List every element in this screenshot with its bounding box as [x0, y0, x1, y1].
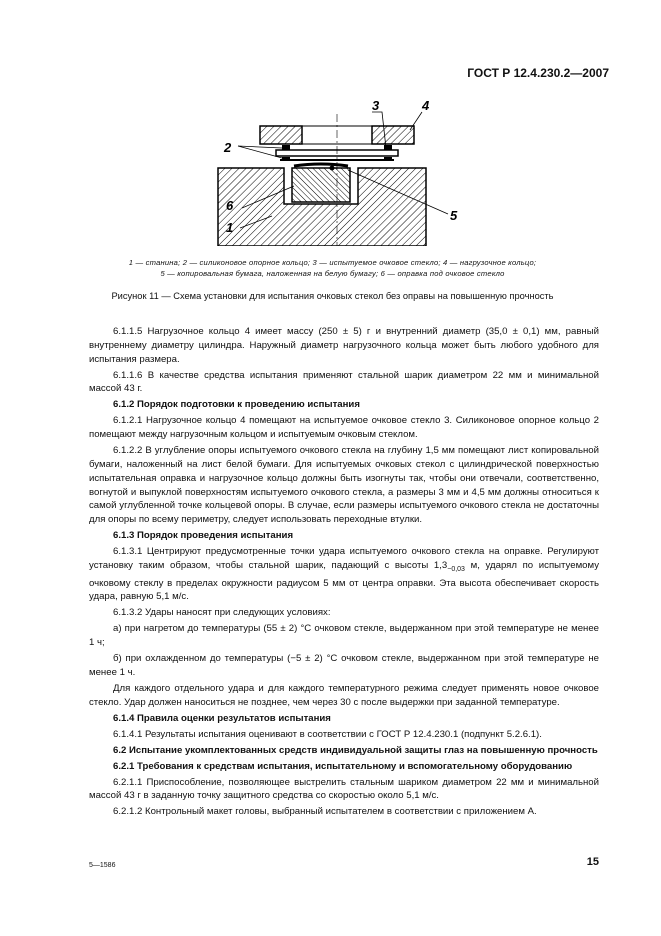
paragraph-6-1-3-1 — [89, 545, 599, 604]
callout-6-label: 6 — [226, 198, 234, 213]
section-heading-6-2-1: 6.2.1 Требования к средствам испытания, испытательному и вспомогательному оборудованию — [113, 760, 573, 772]
print-code: 5—1586 — [89, 862, 116, 869]
list-item-a: а) при нагретом до температуры (55 ± 2) °С очковом стекле, выдержанном при этой температуре не менее 1 ч; — [89, 623, 599, 649]
figure-caption: Рисунок 11 — Схема установки для испытания очковых стекол без оправы на повышенную прочность — [111, 291, 554, 301]
document-code-header: ГОСТ Р 12.4.230.2—2007 — [467, 66, 609, 80]
callout-4-label: 4 — [422, 98, 430, 113]
test-setup-diagram — [212, 96, 462, 246]
document-body — [89, 325, 599, 821]
paragraph-6-1-4-1: 6.1.4.1 Результаты испытания оценивают в соответствии с ГОСТ Р 12.4.230.1 (подпункт 5.2.6.1). — [113, 728, 542, 740]
paragraph-6-1-3-1-end: м, ударял по испытуемому очковому стеклу в пределах окружности радиусом 5 мм от центра оправки. Эта высота обеспечивает скорость удара, равную 5,1 м/с. — [89, 559, 600, 603]
legend-line-1: 1 — станина; 2 — силиконовое опорное кольцо; 3 — испытуемое очковое стекло; 4 — нагрузочное кольцо; — [128, 258, 537, 267]
section-heading-6-2: 6.2 Испытание укомплектованных средств индивидуальной защиты глаз на повышенную прочность — [113, 744, 598, 756]
section-heading-6-1-3: 6.1.3 Порядок проведения испытания — [113, 530, 294, 542]
section-heading-6-1-2: 6.1.2 Порядок подготовки к проведению испытания — [113, 399, 360, 411]
paragraph-6-1-1-6: 6.1.1.6 В качестве средства испытания применяют стальной шарик диаметром 22 мм и минимальной массой 43 г. — [89, 369, 599, 395]
paragraph-6-1-3-1-start: 6.1.3.1 Центрируют предусмотренные точки удара испытуемого очкового стекла на оправке. Регулируют установку таким образом, чтобы стальной шарик, падающий с высоты 1,3 — [89, 546, 599, 571]
paragraph-impact-note: Для каждого отдельного удара и для каждого температурного режима следует применять новое очковое стекло. Удар должен наноситься не позднее, чем через 30 с после выдержки при заданной температуре. — [89, 682, 599, 708]
paragraph-6-2-1-1: 6.2.1.1 Приспособление, позволяющее выстрелить стальным шариком диаметром 22 мм и минимальной массой 43 г в заданную точку защитного средства со скоростью около 5,1 м/с. — [89, 776, 599, 802]
paragraph-6-1-3-2: 6.1.3.2 Удары наносят при следующих условиях: — [113, 607, 331, 619]
figure-legend — [60, 257, 605, 279]
paragraph-6-1-1-5: 6.1.1.5 Нагрузочное кольцо 4 имеет массу (250 ± 5) г и внутренний диаметр (35,0 ± 0,1) мм, равный внутреннему диаметру цилиндра. Наружный диаметр нагрузочного кольца может быть любого удобного для испытания размера. — [89, 326, 599, 365]
paragraph-6-1-2-2: 6.1.2.2 В углубление опоры испытуемого очкового стекла на глубину 1,5 мм помещают лист копировальной бумаги, наложенный на лист белой бумаги. Для испытуемых очковых стекол с цилиндрической поверхностью испытательная оправка и нагрузочное кольцо должны быть изогнуты так, чтобы они отвечали, соответственно, вогнутой и выпуклой поверхностям испытуемого очкового стекла, а размеры 3 мм и 4,5 мм должны относиться к самой углубленной точке кольцевой опоры. В случае, если размеры испытуемого очкового стекла не достаточны для опоры по всему периметру, следует использовать переходные втулки. — [89, 445, 599, 526]
legend-line-2: 5 — копировальная бумага, наложенная на белую бумагу; 6 — оправка под очковое стекло — [160, 269, 505, 278]
mandrel-part — [292, 168, 350, 202]
callout-3-label: 3 — [372, 98, 380, 113]
section-heading-6-1-4: 6.1.4 Правила оценки результатов испытания — [113, 712, 331, 724]
test-setup-figure — [212, 96, 462, 246]
list-item-b: б) при охлажденном до температуры (−5 ± 2) °С очковом стекле, выдержанном при этой температуре не менее 1 ч. — [89, 653, 599, 678]
page-number: 15 — [586, 856, 599, 868]
callout-5-label: 5 — [450, 208, 458, 223]
paragraph-6-2-1-2: 6.2.1.2 Контрольный макет головы, выбранный испытателем в соответствии с приложением А. — [113, 806, 537, 818]
callout-2-label: 2 — [224, 140, 232, 155]
paragraph-6-1-2-1: 6.1.2.1 Нагрузочное кольцо 4 помещают на испытуемое очковое стекло 3. Силиконовое опорное кольцо 2 помещают между нагрузочным кольцом и испытуемым очковым стеклом. — [89, 415, 599, 441]
height-tolerance-subscript: −0,03 — [447, 565, 465, 573]
callout-1-label: 1 — [226, 220, 234, 235]
